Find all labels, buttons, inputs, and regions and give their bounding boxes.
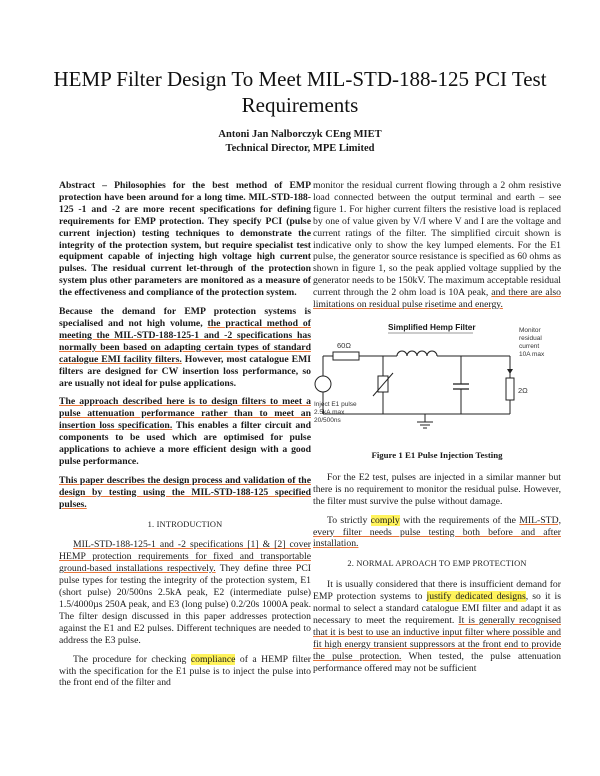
underlined-text: MIL-STD-188-125-1 and -2 specifications [1] & [2] cover HEMP protection requirements for fixed and transportable ground-based installations respectively. bbox=[59, 539, 311, 575]
inductor bbox=[397, 351, 437, 356]
section-heading-introduction: 1. INTRODUCTION bbox=[147, 519, 223, 529]
underlined-text: MIL-STD, every filter needs pulse testing both before and after installation. bbox=[313, 514, 561, 550]
load-resistor-label: 2Ω bbox=[518, 385, 528, 395]
paragraph-demand bbox=[59, 306, 311, 389]
text-run: They define three PCI pulse types for testing the integrity of the protection system, E1 (short pulse) 20/500ns 2.5kA peak, E2 (intermediate pulse) 1.5/4000µs 250A peak, and E3 (long pulse) 0.2/20s 1000A peak. The filter design discussed in this paper addresses protection against the E1 and E2 pulses. Different techniques are needed to address the E3 pulse. bbox=[59, 563, 312, 646]
paragraph-approach bbox=[59, 396, 311, 467]
underlined-text: The approach described here is to design filters to meet a pulse attenuation performance rather than to meet an insertion loss specification. bbox=[59, 396, 311, 432]
text-run: The procedure for checking bbox=[73, 653, 191, 665]
figure-caption: Figure 1 E1 Pulse Injection Testing bbox=[371, 449, 503, 460]
pulse-generator bbox=[315, 376, 331, 392]
text-run: Because the demand for EMP protection systems is specialised and not high volume, bbox=[59, 306, 311, 329]
paragraph-e2: For the E2 test, pulses are injected in a similar manner but there is no requirement to monitor the residual pulse. However, the filter must survive the pulse without damage. bbox=[313, 471, 561, 507]
text-run: To strictly bbox=[327, 514, 371, 526]
underlined-text: the practical method of meeting the MIL-STD-188-125-1 and -2 specifications has normally been based on adapting certain types of standard catalogue EMI facility filters. bbox=[59, 317, 311, 365]
text-run: monitor the residual current flowing through a 2 ohm resistive load connected between the output terminal and earth – see figure 1. For higher current filters the resistive load is replaced by one of value given by V/I where V and I are the voltage and current ratings of the filter. The simplified circuit shown is indicative only to show the key lumped elements. For the E1 pulse, the generator source resistance is specified as 60 ohms as shown in figure 1, so the peak applied voltage supplied by the generator needs to be 150kV. The maximum acceptable residual current through the 2 ohm load is 10A peak, bbox=[313, 180, 561, 299]
author-name: Antoni Jan Nalborczyk CEng MIET bbox=[218, 129, 382, 140]
paper-title: HEMP Filter Design To Meet MIL-STD-188-125 PCI Test Requirements bbox=[53, 67, 547, 117]
underlined-text: and there are also limitations on residual pulse risetime and energy. bbox=[313, 287, 561, 311]
highlighted-text: compliance bbox=[190, 653, 236, 665]
monitor-label-line: current bbox=[519, 342, 540, 350]
right-column bbox=[313, 180, 561, 681]
figure-simplified-hemp-filter bbox=[313, 318, 561, 448]
figure-title: Simplified Hemp Filter bbox=[388, 321, 476, 332]
highlighted-text: justify dedicated designs bbox=[426, 591, 526, 603]
paragraph-intro bbox=[59, 539, 311, 646]
text-run: When tested, the pulse attenuation performance offered may not be sufficient bbox=[313, 650, 561, 674]
abstract: Abstract – Philosophies for the best method of EMP protection have been around for a long time. MIL-STD-188-125 -1 and -2 are more recent specifications for defining requirements for EMP protection. They specify PCI (pulse current injection) testing techniques to demonstrate the integrity of the protection system, but require specialist test equipment capable of injecting high voltage high current pulses. The residual current let-through of the protection system plus other parameters are monitored as a measure of the effectiveness and compliance of the protection system. bbox=[59, 180, 311, 299]
text-run: of a HEMP filter with the specification for the E1 pulse is to inject the pulse into the front end of the filter and bbox=[59, 653, 311, 689]
monitor-label-line: 10A max bbox=[519, 350, 545, 358]
paragraph-procedure bbox=[59, 654, 311, 690]
paragraph-residual bbox=[313, 180, 561, 311]
monitor-label-line: Monitor bbox=[519, 326, 541, 334]
paragraph-normal-approach bbox=[313, 579, 561, 674]
paragraph-comply bbox=[313, 515, 561, 551]
section-heading-normal-approach: 2. NORMAL APROACH TO EMP PROTECTION bbox=[347, 559, 527, 569]
text-run: However, most catalogue EMI filters are designed for CW insertion loss performance, so are usually not ideal for pulse applications. bbox=[59, 353, 312, 389]
current-arrowhead bbox=[507, 369, 513, 374]
inject-label-line: 2.5kA max bbox=[314, 408, 345, 416]
text-run: with the requirements of the bbox=[399, 514, 520, 526]
circuit-diagram bbox=[313, 318, 561, 448]
load-resistor bbox=[506, 378, 514, 400]
source-resistor-label: 60Ω bbox=[337, 340, 351, 350]
text-run: It is usually considered that there is insufficient demand for EMP protection systems to bbox=[313, 579, 561, 603]
monitor-label-line: residual bbox=[519, 334, 542, 342]
underlined-text: It is generally recognised that it is best to use an inductive input filter where possible and fit high energy transient suppressors at the front end to provide the pulse protection. bbox=[313, 614, 561, 662]
highlighted-text: comply bbox=[370, 514, 400, 526]
text-run: This enables a filter circuit and components to be used which are optimised for pulse applications to achieve a more efficient design with a good pulse performance. bbox=[59, 420, 311, 467]
author-block bbox=[40, 128, 560, 156]
inject-label-line: Inject E1 pulse bbox=[314, 400, 357, 408]
inject-label-line: 20/500ns bbox=[314, 416, 341, 424]
text-run: , so it is normal to select a standard catalogue EMI filter and adapt it as necessary to meet the requirement. bbox=[313, 591, 561, 626]
left-column bbox=[59, 180, 311, 696]
author-affiliation: Technical Director, MPE Limited bbox=[225, 143, 375, 154]
paragraph-scope: This paper describes the design process and validation of the design by testing using the MIL-STD-188-125 specified pulses. bbox=[59, 474, 311, 510]
source-resistor bbox=[333, 352, 359, 360]
